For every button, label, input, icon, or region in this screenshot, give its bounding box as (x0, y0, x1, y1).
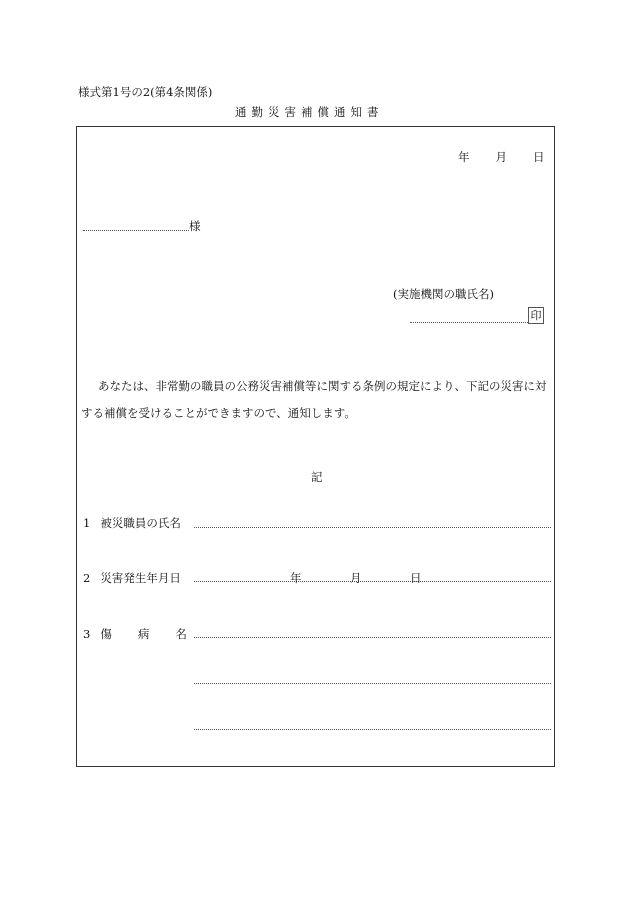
item-number: 3 (83, 627, 91, 641)
item-number: 1 (83, 516, 91, 530)
injury-name-line (194, 683, 551, 684)
item-label-text: 被災職員の氏名 (100, 516, 181, 530)
victim-name-line (194, 527, 551, 528)
item-victim-name-label (83, 515, 181, 531)
item-label-char: 名 (175, 627, 187, 641)
injury-name-line (194, 729, 551, 730)
item-label-char: 病 (137, 627, 150, 641)
notice-body: あなたは、非常勤の職員の公務災害補償等に関する条例の規定により、下記の災害に対する補償を受けることができますので、通知します。 (81, 379, 547, 420)
occurrence-month-label: 月 (350, 571, 362, 585)
injury-name-line (194, 637, 551, 638)
form-frame (76, 126, 555, 767)
item-label-char: 傷 (100, 627, 112, 641)
date-day-label: 日 (533, 150, 545, 164)
item-number: 2 (83, 571, 91, 585)
form-number: 様式第1号の2(第4条関係) (78, 85, 213, 99)
issuer-name-line (410, 322, 528, 323)
addressee-name-line (83, 230, 189, 231)
seal-mark: 印 (528, 307, 544, 324)
date-month-label: 月 (495, 150, 507, 164)
ki-heading: 記 (311, 470, 323, 484)
occurrence-year-label: 年 (290, 571, 302, 585)
notice-date (458, 149, 545, 165)
occurrence-day-label: 日 (410, 571, 422, 585)
item-injury-name-label (83, 626, 187, 642)
page-title: 通勤災害補償通知書 (235, 105, 384, 119)
date-year-label: 年 (458, 150, 470, 164)
issuer-label: (実施機関の職氏名) (393, 287, 494, 301)
item-label-text: 災害発生年月日 (100, 571, 181, 585)
item-occurrence-date-label (83, 570, 181, 586)
occurrence-date-line (194, 581, 551, 582)
addressee-honorific: 様 (189, 219, 201, 233)
